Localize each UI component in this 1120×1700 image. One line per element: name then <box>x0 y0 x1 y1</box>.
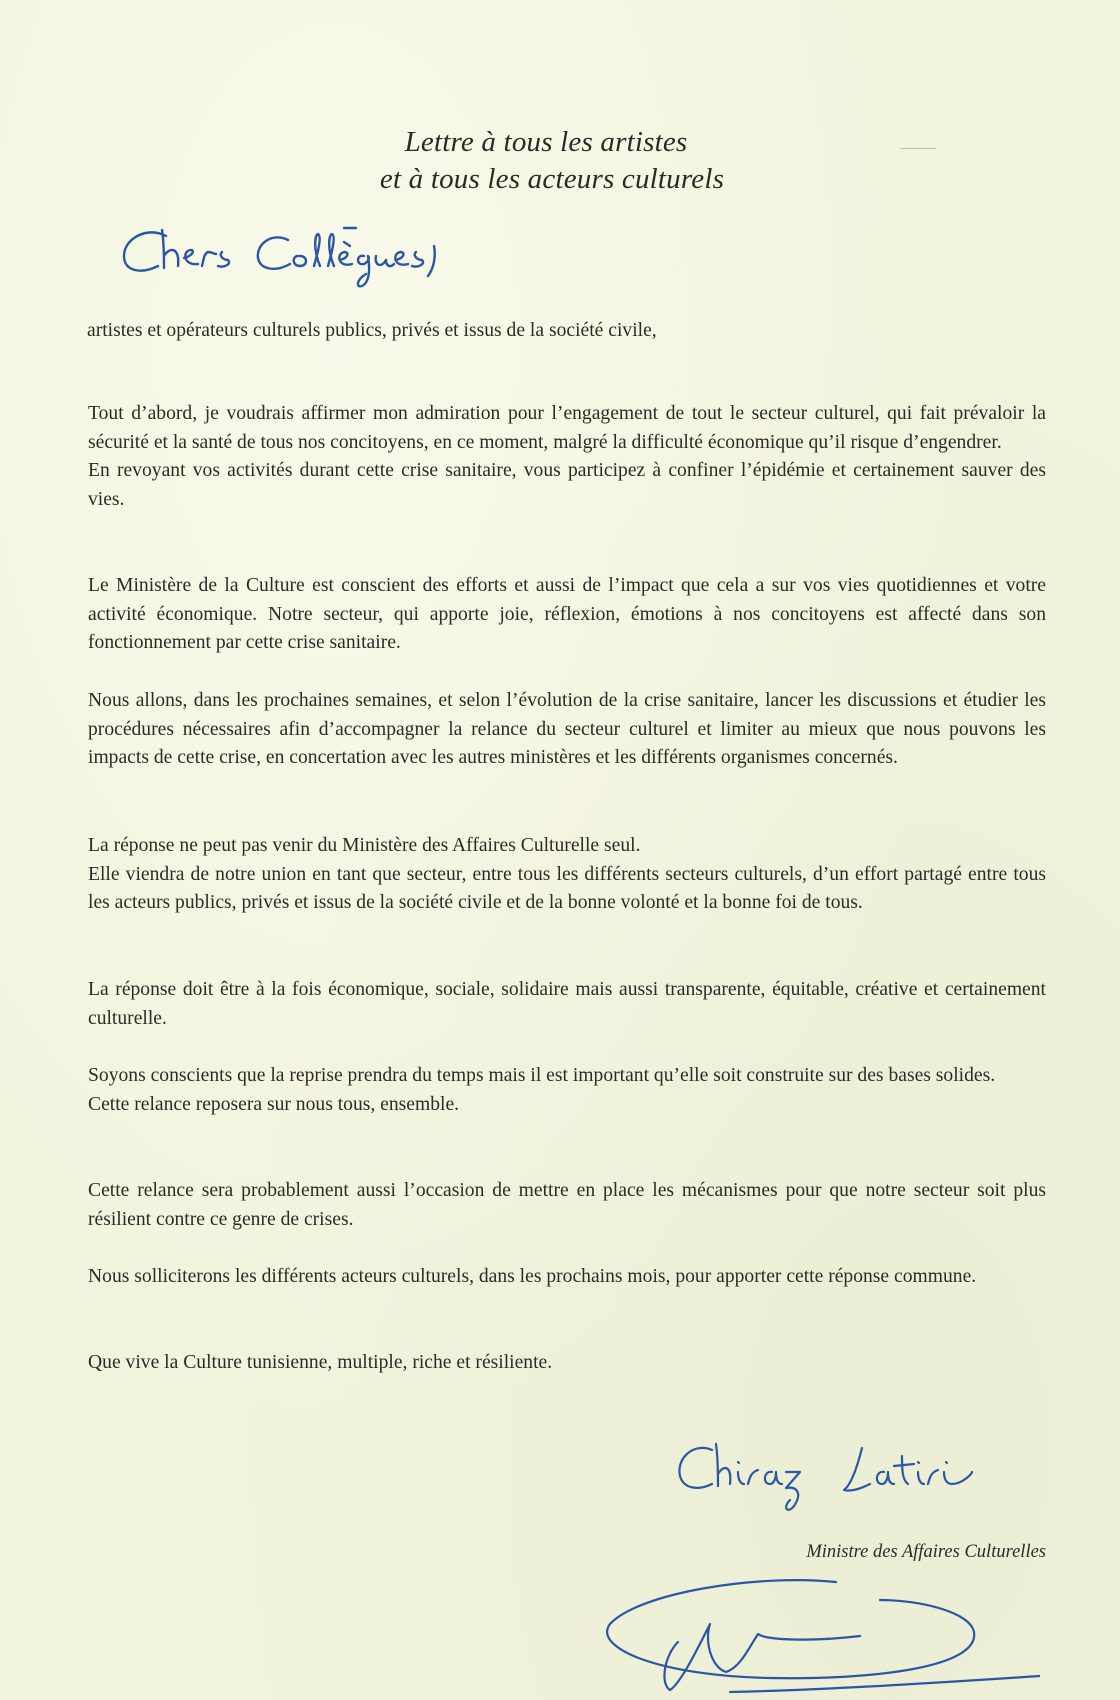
paragraph-text: Le Ministère de la Culture est conscient des efforts et aussi de l’impact que cela a sur vos vies quotidiennes et votre activité économique. Notre secteur, qui apporte joie, réflexion, émotions à nos concitoyens est affecté dans son fonctionnement par cette crise sanitaire. <box>88 575 1046 654</box>
paragraph-recovery <box>88 1062 1046 1119</box>
paragraph-response-nature <box>88 976 1046 1033</box>
paragraph-solicitation <box>88 1263 1046 1292</box>
paragraph-text: Nous allons, dans les prochaines semaines, et selon l’évolution de la crise sanitaire, lancer les discussions et étudier les procédures nécessaires afin d’accompagner la relance du secteur culturel et limiter au mieux que nous pouvons les impacts de cette crise, en concertation avec les autres ministères et les différents organismes concernés. <box>88 690 1046 769</box>
paragraph-response-union <box>88 832 1046 918</box>
paragraph-text: Tout d’abord, je voudrais affirmer mon admiration pour l’engagement de tout le secteur culturel, qui fait prévaloir la sécurité et la santé de tous nos concitoyens, en ce moment, malgré la difficulté économique qu’il risque d’engendrer. <box>88 403 1046 453</box>
signatory-role: Ministre des Affaires Culturelles <box>806 1542 1046 1562</box>
paragraph-closing <box>88 1349 1046 1378</box>
handwritten-signature-name <box>672 1438 1012 1518</box>
handwritten-salutation <box>118 222 498 300</box>
title-line-2: et à tous les acteurs culturels <box>379 163 725 195</box>
title-line-1: Lettre à tous les artistes <box>404 126 688 158</box>
paragraph-resilience <box>88 1177 1046 1234</box>
paragraph-text: Elle viendra de notre union en tant que secteur, entre tous les différents secteurs culturels, d’un effort partagé entre tous les acteurs publics, privés et issus de la société civile et de la bonne volonté et la bonne foi de tous. <box>88 863 1046 914</box>
paragraph-text: Nous solliciterons les différents acteurs culturels, dans les prochains mois, pour apporter cette réponse commune. <box>88 1266 977 1287</box>
addressees-line: artistes et opérateurs culturels publics, privés et issus de la société civile, <box>87 320 657 341</box>
paragraph-text: La réponse doit être à la fois économique, sociale, solidaire mais aussi transparente, équitable, créative et certainement culturelle. <box>88 979 1046 1029</box>
paragraph-text: Soyons conscients que la reprise prendra du temps mais il est important qu’elle soit construite sur des bases solides. <box>88 1065 996 1086</box>
paragraph-admiration <box>88 400 1046 514</box>
paragraph-text: En revoyant vos activités durant cette crise sanitaire, vous participez à confiner l’épidémie et certainement sauver des vies. <box>88 460 1046 510</box>
paragraph-ministry <box>88 572 1046 658</box>
paragraph-text: Cette relance sera probablement aussi l’occasion de mettre en place les mécanismes pour que notre secteur soit plus résilient contre ce genre de crises. <box>88 1180 1046 1230</box>
paragraph-text: La réponse ne peut pas venir du Ministère des Affaires Culturelle seul. <box>88 835 641 856</box>
signature-initials <box>600 1572 1040 1700</box>
letter-title <box>0 124 1120 198</box>
paragraph-text: Cette relance reposera sur nous tous, ensemble. <box>88 1093 460 1115</box>
paragraph-text: Que vive la Culture tunisienne, multiple, riche et résiliente. <box>88 1352 553 1373</box>
paragraph-discussions <box>88 687 1046 773</box>
